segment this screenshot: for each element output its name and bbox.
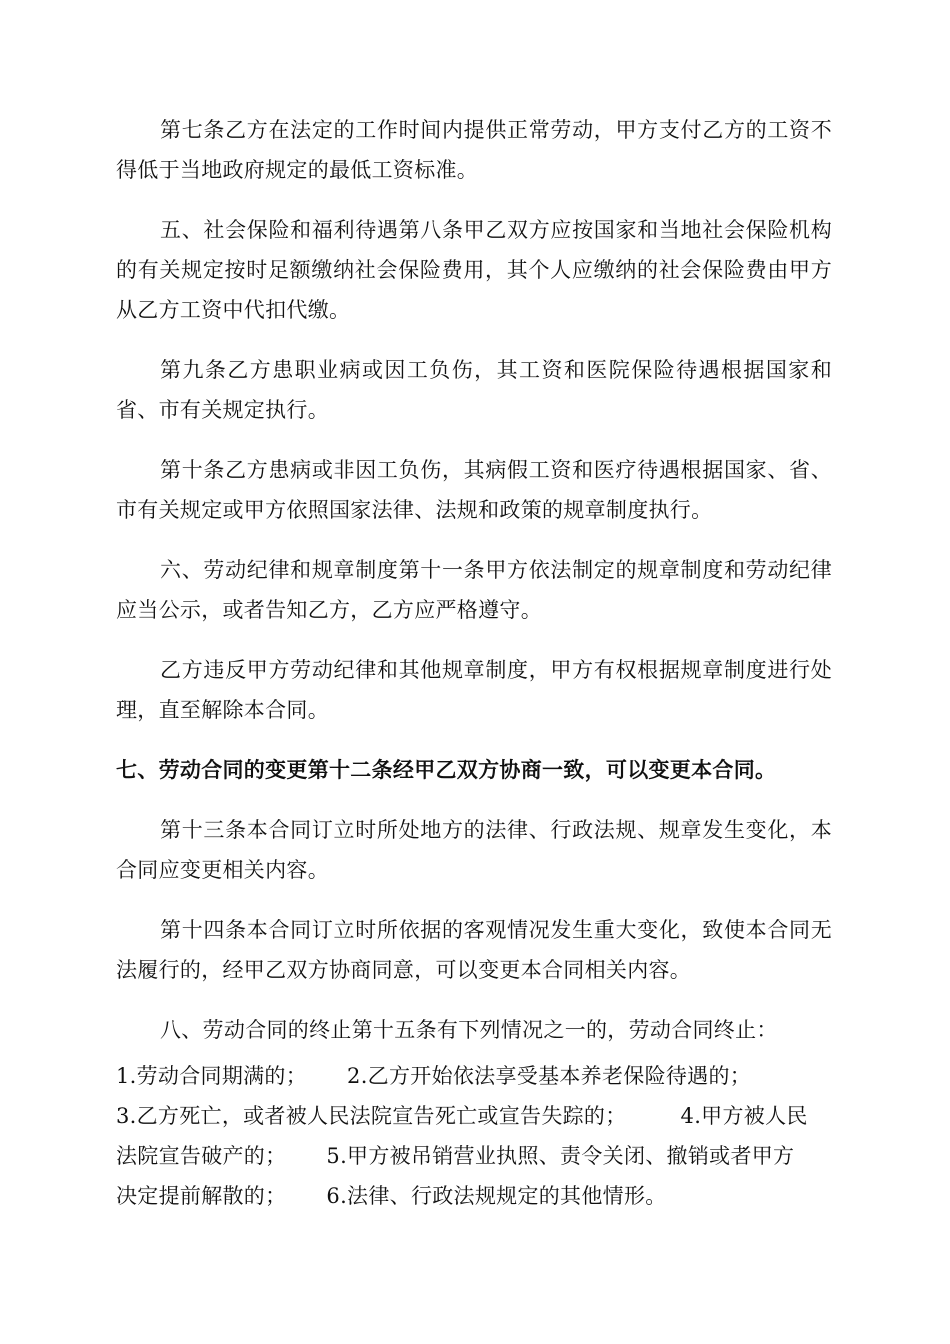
termination-list	[116, 1056, 832, 1216]
list-item: 4.甲方被人民	[680, 1104, 808, 1128]
article-14: 第十四条本合同订立时所依据的客观情况发生重大变化，致使本合同无法履行的，经甲乙双方协商同意，可以变更本合同相关内容。	[116, 918, 832, 982]
termination-line	[116, 1176, 832, 1216]
list-item: 法院宣告破产的；	[116, 1144, 287, 1168]
document-body	[116, 110, 832, 1216]
list-item: 5.甲方被吊销营业执照、责令关闭、撤销或者甲方	[326, 1144, 795, 1168]
section-6-article-11: 六、劳动纪律和规章制度第十一条甲方依法制定的规章制度和劳动纪律应当公示，或者告知乙方，乙方应严格遵守。	[116, 558, 832, 622]
list-item: 1.劳动合同期满的；	[116, 1064, 308, 1088]
article-11-violation: 乙方违反甲方劳动纪律和其他规章制度，甲方有权根据规章制度进行处理，直至解除本合同。	[116, 658, 832, 722]
list-item: 决定提前解散的；	[116, 1184, 287, 1208]
article-13: 第十三条本合同订立时所处地方的法律、行政法规、规章发生变化，本合同应变更相关内容。	[116, 818, 832, 882]
section-7-article-12: 七、劳动合同的变更第十二条经甲乙双方协商一致，可以变更本合同。	[116, 758, 777, 782]
article-7: 第七条乙方在法定的工作时间内提供正常劳动，甲方支付乙方的工资不得低于当地政府规定的最低工资标准。	[116, 118, 832, 182]
termination-line	[116, 1096, 832, 1136]
termination-line	[116, 1056, 832, 1096]
list-item: 6.法律、行政法规规定的其他情形。	[326, 1184, 667, 1208]
section-8-article-15: 八、劳动合同的终止第十五条有下列情况之一的，劳动合同终止：	[160, 1018, 778, 1042]
article-9: 第九条乙方患职业病或因工负伤，其工资和医院保险待遇根据国家和省、市有关规定执行。	[116, 358, 832, 422]
list-item: 3.乙方死亡，或者被人民法院宣告死亡或宣告失踪的；	[116, 1104, 627, 1128]
section-5-article-8: 五、社会保险和福利待遇第八条甲乙双方应按国家和当地社会保险机构的有关规定按时足额缴纳社会保险费用，其个人应缴纳的社会保险费由甲方从乙方工资中代扣代缴。	[116, 218, 832, 322]
article-10: 第十条乙方患病或非因工负伤，其病假工资和医疗待遇根据国家、省、市有关规定或甲方依照国家法律、法规和政策的规章制度执行。	[116, 458, 832, 522]
list-item: 2.乙方开始依法享受基本养老保险待遇的；	[347, 1064, 752, 1088]
termination-line	[116, 1136, 832, 1176]
